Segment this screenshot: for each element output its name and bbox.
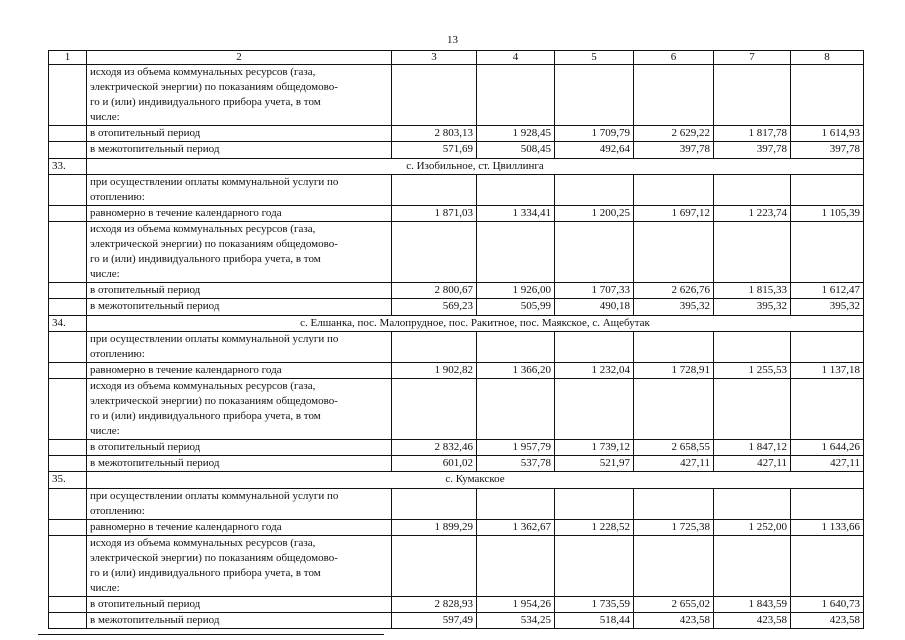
value-cell: 427,11 bbox=[634, 456, 714, 472]
row-number-cell bbox=[49, 299, 87, 315]
section-row bbox=[49, 472, 864, 488]
section-row bbox=[49, 158, 864, 174]
table-row bbox=[49, 456, 864, 472]
value-cell bbox=[392, 174, 477, 205]
column-header-row bbox=[49, 51, 864, 65]
tariff-table bbox=[48, 50, 864, 629]
value-cell bbox=[791, 378, 864, 439]
value-cell bbox=[555, 378, 634, 439]
value-cell: 1 255,53 bbox=[714, 362, 791, 378]
value-cell: 423,58 bbox=[714, 613, 791, 629]
row-number-cell bbox=[49, 488, 87, 519]
row-number-cell bbox=[49, 126, 87, 142]
value-cell bbox=[477, 174, 555, 205]
value-cell bbox=[714, 174, 791, 205]
value-cell: 521,97 bbox=[555, 456, 634, 472]
value-cell bbox=[392, 488, 477, 519]
value-cell bbox=[392, 331, 477, 362]
value-cell: 1 223,74 bbox=[714, 205, 791, 221]
value-cell: 1 847,12 bbox=[714, 440, 791, 456]
row-description: равномерно в течение календарного года bbox=[87, 205, 392, 221]
row-number-cell bbox=[49, 174, 87, 205]
value-cell: 427,11 bbox=[714, 456, 791, 472]
table-row bbox=[49, 174, 864, 205]
value-cell: 569,23 bbox=[392, 299, 477, 315]
value-cell: 1 137,18 bbox=[791, 362, 864, 378]
value-cell: 2 655,02 bbox=[634, 597, 714, 613]
value-cell: 1 815,33 bbox=[714, 283, 791, 299]
value-cell: 1 133,66 bbox=[791, 519, 864, 535]
value-cell: 1 105,39 bbox=[791, 205, 864, 221]
row-number-cell bbox=[49, 519, 87, 535]
value-cell: 1 707,33 bbox=[555, 283, 634, 299]
row-description: при осуществлении оплаты коммунальной услуги по отоплению: bbox=[87, 488, 392, 519]
value-cell: 1 843,59 bbox=[714, 597, 791, 613]
row-number-cell bbox=[49, 456, 87, 472]
value-cell bbox=[392, 65, 477, 126]
value-cell bbox=[634, 221, 714, 282]
section-row bbox=[49, 315, 864, 331]
row-number-cell bbox=[49, 613, 87, 629]
page-number: 13 bbox=[447, 34, 458, 46]
column-header: 4 bbox=[477, 51, 555, 65]
value-cell: 397,78 bbox=[714, 142, 791, 158]
row-number-cell bbox=[49, 440, 87, 456]
row-description: в отопительный период bbox=[87, 597, 392, 613]
section-number: 34. bbox=[49, 315, 87, 331]
row-description: при осуществлении оплаты коммунальной услуги по отоплению: bbox=[87, 174, 392, 205]
value-cell: 1 640,73 bbox=[791, 597, 864, 613]
table-row bbox=[49, 65, 864, 126]
value-cell: 571,69 bbox=[392, 142, 477, 158]
value-cell: 534,25 bbox=[477, 613, 555, 629]
column-header: 8 bbox=[791, 51, 864, 65]
table-row bbox=[49, 519, 864, 535]
value-cell: 518,44 bbox=[555, 613, 634, 629]
value-cell: 597,49 bbox=[392, 613, 477, 629]
value-cell bbox=[634, 535, 714, 596]
value-cell: 423,58 bbox=[634, 613, 714, 629]
value-cell: 1 334,41 bbox=[477, 205, 555, 221]
value-cell: 1 697,12 bbox=[634, 205, 714, 221]
row-description: в межотопительный период bbox=[87, 456, 392, 472]
value-cell: 395,32 bbox=[634, 299, 714, 315]
row-description: в отопительный период bbox=[87, 283, 392, 299]
value-cell bbox=[634, 378, 714, 439]
value-cell bbox=[555, 65, 634, 126]
value-cell bbox=[477, 378, 555, 439]
column-header: 7 bbox=[714, 51, 791, 65]
value-cell: 2 828,93 bbox=[392, 597, 477, 613]
table-row bbox=[49, 283, 864, 299]
value-cell bbox=[477, 535, 555, 596]
value-cell: 1 725,38 bbox=[634, 519, 714, 535]
value-cell bbox=[714, 331, 791, 362]
value-cell bbox=[477, 65, 555, 126]
value-cell: 2 658,55 bbox=[634, 440, 714, 456]
value-cell: 492,64 bbox=[555, 142, 634, 158]
row-description: при осуществлении оплаты коммунальной услуги по отоплению: bbox=[87, 331, 392, 362]
row-number-cell bbox=[49, 362, 87, 378]
table-row bbox=[49, 221, 864, 282]
value-cell: 423,58 bbox=[791, 613, 864, 629]
row-description: исходя из объема коммунальных ресурсов (газа, электрической энергии) по показаниям общедомово- го и (или) индивидуального прибора учета, в том числе: bbox=[87, 535, 392, 596]
value-cell bbox=[392, 378, 477, 439]
value-cell: 1 709,79 bbox=[555, 126, 634, 142]
value-cell: 395,32 bbox=[714, 299, 791, 315]
value-cell: 1 728,91 bbox=[634, 362, 714, 378]
value-cell bbox=[555, 331, 634, 362]
value-cell: 1 957,79 bbox=[477, 440, 555, 456]
value-cell: 1 614,93 bbox=[791, 126, 864, 142]
value-cell: 1 228,52 bbox=[555, 519, 634, 535]
section-title: с. Елшанка, пос. Малопрудное, пос. Ракитное, пос. Маякское, с. Ащебутак bbox=[87, 315, 864, 331]
value-cell: 1 871,03 bbox=[392, 205, 477, 221]
value-cell bbox=[477, 221, 555, 282]
footer-rule bbox=[38, 634, 384, 635]
section-title: с. Изобильное, ст. Цвиллинга bbox=[87, 158, 864, 174]
value-cell: 1 954,26 bbox=[477, 597, 555, 613]
value-cell: 2 629,22 bbox=[634, 126, 714, 142]
value-cell: 397,78 bbox=[791, 142, 864, 158]
value-cell: 397,78 bbox=[634, 142, 714, 158]
table-row bbox=[49, 488, 864, 519]
row-description: в межотопительный период bbox=[87, 299, 392, 315]
value-cell: 601,02 bbox=[392, 456, 477, 472]
value-cell bbox=[714, 378, 791, 439]
value-cell: 2 626,76 bbox=[634, 283, 714, 299]
table-row bbox=[49, 535, 864, 596]
row-description: исходя из объема коммунальных ресурсов (газа, электрической энергии) по показаниям общедомово- го и (или) индивидуального прибора учета, в том числе: bbox=[87, 65, 392, 126]
value-cell bbox=[392, 221, 477, 282]
value-cell bbox=[477, 331, 555, 362]
row-number-cell bbox=[49, 65, 87, 126]
value-cell bbox=[634, 65, 714, 126]
row-number-cell bbox=[49, 283, 87, 299]
table-row bbox=[49, 126, 864, 142]
table-row bbox=[49, 597, 864, 613]
section-title: с. Кумакское bbox=[87, 472, 864, 488]
value-cell bbox=[791, 535, 864, 596]
row-description: в отопительный период bbox=[87, 440, 392, 456]
section-number: 33. bbox=[49, 158, 87, 174]
row-number-cell bbox=[49, 597, 87, 613]
table-body bbox=[49, 51, 864, 629]
value-cell bbox=[791, 488, 864, 519]
value-cell bbox=[392, 535, 477, 596]
row-description: в межотопительный период bbox=[87, 142, 392, 158]
value-cell: 505,99 bbox=[477, 299, 555, 315]
value-cell: 1 899,29 bbox=[392, 519, 477, 535]
value-cell bbox=[791, 221, 864, 282]
value-cell bbox=[634, 331, 714, 362]
value-cell bbox=[714, 535, 791, 596]
value-cell: 1 362,67 bbox=[477, 519, 555, 535]
column-header: 2 bbox=[87, 51, 392, 65]
value-cell: 1 735,59 bbox=[555, 597, 634, 613]
table-row bbox=[49, 378, 864, 439]
column-header: 6 bbox=[634, 51, 714, 65]
value-cell bbox=[477, 488, 555, 519]
row-number-cell bbox=[49, 378, 87, 439]
value-cell: 1 232,04 bbox=[555, 362, 634, 378]
row-number-cell bbox=[49, 535, 87, 596]
row-description: в отопительный период bbox=[87, 126, 392, 142]
row-number-cell bbox=[49, 221, 87, 282]
value-cell bbox=[714, 221, 791, 282]
value-cell: 2 832,46 bbox=[392, 440, 477, 456]
table-row bbox=[49, 205, 864, 221]
column-header: 3 bbox=[392, 51, 477, 65]
value-cell: 537,78 bbox=[477, 456, 555, 472]
value-cell bbox=[634, 174, 714, 205]
value-cell bbox=[791, 331, 864, 362]
table-row bbox=[49, 362, 864, 378]
value-cell: 1 739,12 bbox=[555, 440, 634, 456]
value-cell: 1 366,20 bbox=[477, 362, 555, 378]
value-cell: 2 803,13 bbox=[392, 126, 477, 142]
value-cell: 1 252,00 bbox=[714, 519, 791, 535]
row-description: исходя из объема коммунальных ресурсов (газа, электрической энергии) по показаниям общедомово- го и (или) индивидуального прибора учета, в том числе: bbox=[87, 378, 392, 439]
value-cell bbox=[714, 488, 791, 519]
value-cell: 1 200,25 bbox=[555, 205, 634, 221]
value-cell bbox=[714, 65, 791, 126]
table-row bbox=[49, 440, 864, 456]
row-number-cell bbox=[49, 331, 87, 362]
value-cell bbox=[555, 488, 634, 519]
table-row bbox=[49, 331, 864, 362]
table-row bbox=[49, 142, 864, 158]
value-cell: 1 902,82 bbox=[392, 362, 477, 378]
row-description: равномерно в течение календарного года bbox=[87, 362, 392, 378]
value-cell bbox=[555, 535, 634, 596]
value-cell bbox=[555, 174, 634, 205]
value-cell: 1 612,47 bbox=[791, 283, 864, 299]
value-cell bbox=[555, 221, 634, 282]
value-cell: 490,18 bbox=[555, 299, 634, 315]
value-cell bbox=[791, 65, 864, 126]
column-header: 5 bbox=[555, 51, 634, 65]
value-cell: 1 928,45 bbox=[477, 126, 555, 142]
table-row bbox=[49, 299, 864, 315]
value-cell: 2 800,67 bbox=[392, 283, 477, 299]
value-cell bbox=[791, 174, 864, 205]
row-number-cell bbox=[49, 142, 87, 158]
row-number-cell bbox=[49, 205, 87, 221]
section-number: 35. bbox=[49, 472, 87, 488]
value-cell: 1 926,00 bbox=[477, 283, 555, 299]
value-cell bbox=[634, 488, 714, 519]
value-cell: 427,11 bbox=[791, 456, 864, 472]
table-row bbox=[49, 613, 864, 629]
value-cell: 1 817,78 bbox=[714, 126, 791, 142]
row-description: исходя из объема коммунальных ресурсов (газа, электрической энергии) по показаниям общедомово- го и (или) индивидуального прибора учета, в том числе: bbox=[87, 221, 392, 282]
row-description: равномерно в течение календарного года bbox=[87, 519, 392, 535]
column-header: 1 bbox=[49, 51, 87, 65]
value-cell: 395,32 bbox=[791, 299, 864, 315]
value-cell: 1 644,26 bbox=[791, 440, 864, 456]
value-cell: 508,45 bbox=[477, 142, 555, 158]
row-description: в межотопительный период bbox=[87, 613, 392, 629]
